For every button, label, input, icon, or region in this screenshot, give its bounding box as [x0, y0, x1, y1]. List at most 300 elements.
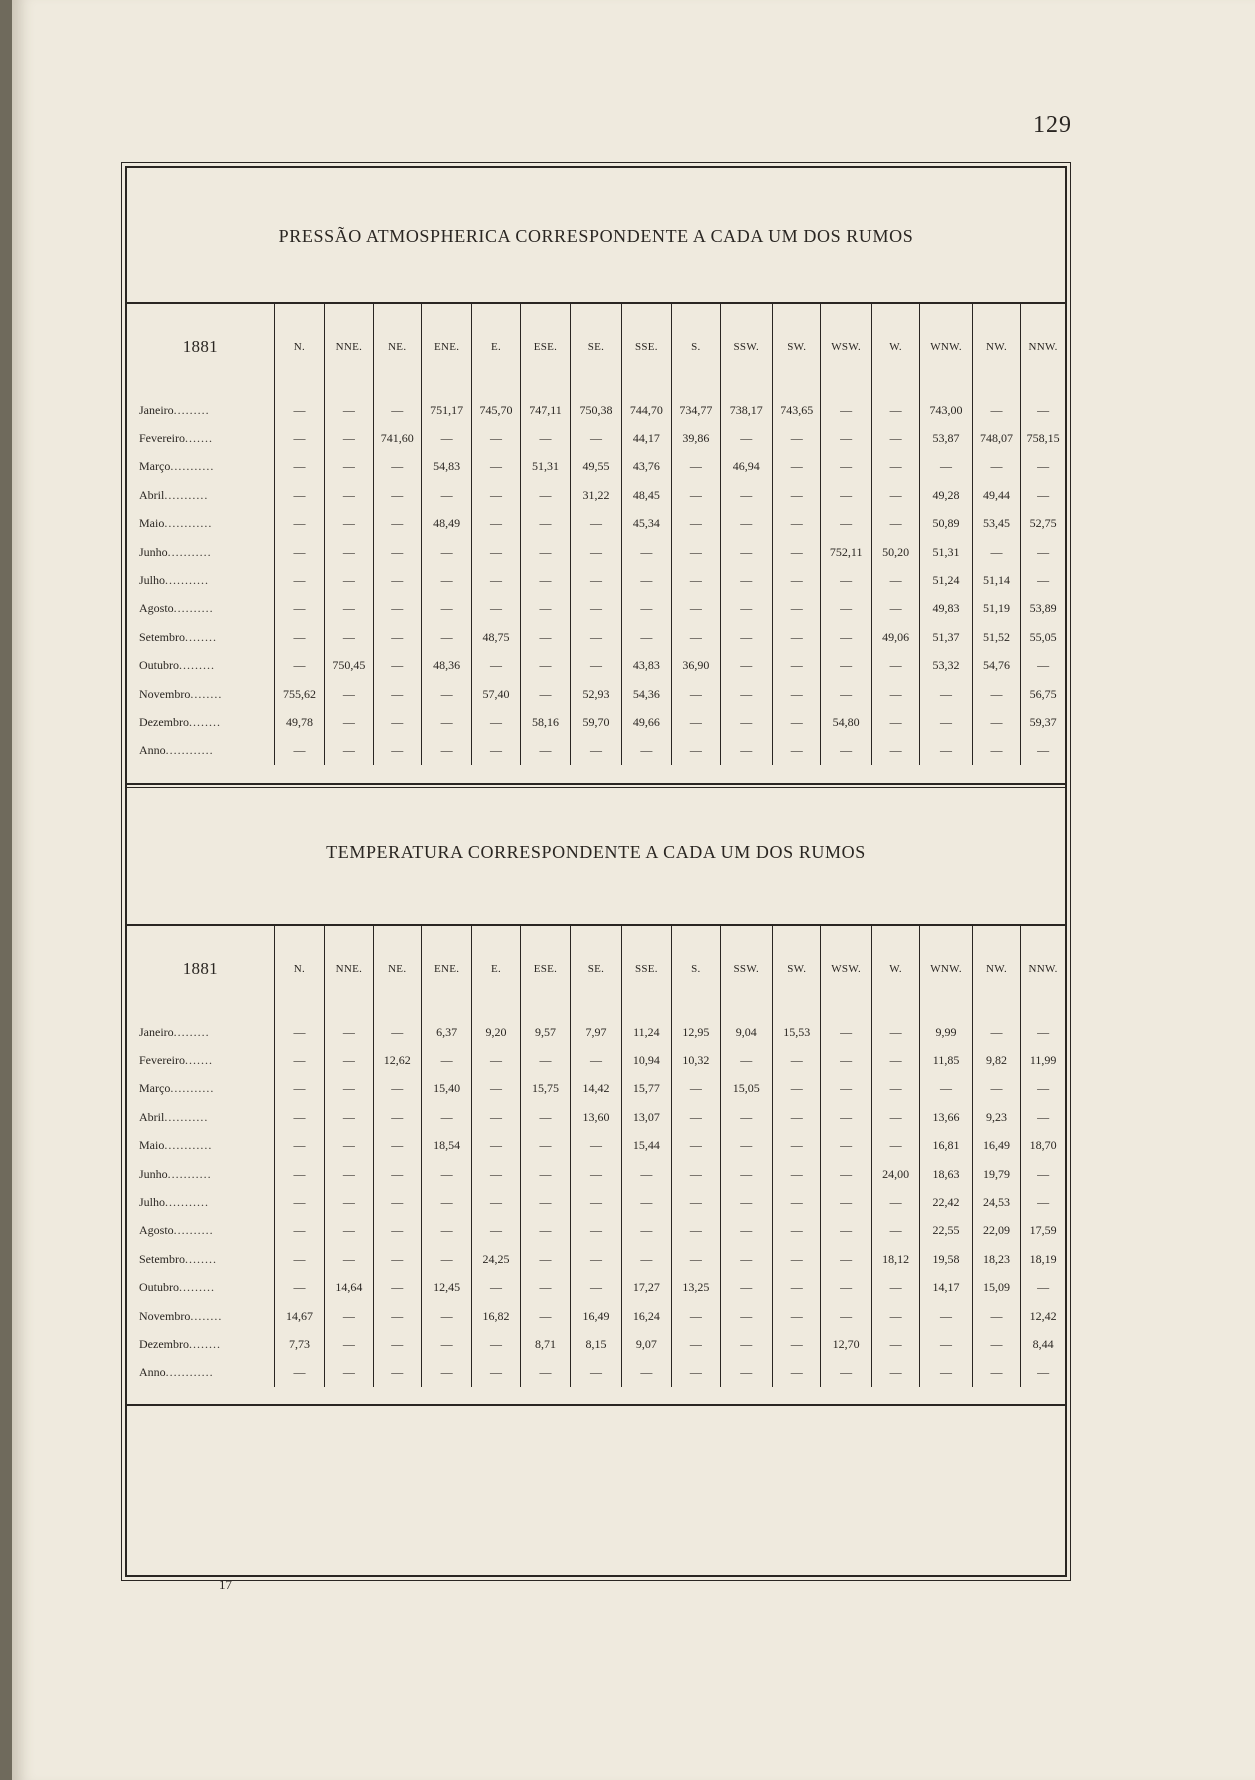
- value-cell: 59,37: [1021, 708, 1065, 736]
- month-label: Maio: [139, 1138, 165, 1153]
- direction-header: SSW.: [720, 926, 773, 1012]
- value-cell: 748,07: [972, 424, 1020, 452]
- value-cell: 11,85: [920, 1046, 973, 1074]
- value-cell: 22,55: [920, 1217, 973, 1245]
- month-cell: [127, 396, 274, 424]
- value-cell: —: [325, 1330, 373, 1358]
- value-cell: —: [274, 453, 324, 481]
- value-cell: 747,11: [520, 396, 570, 424]
- direction-header: SE.: [571, 304, 621, 390]
- value-cell: —: [621, 623, 671, 651]
- value-cell: —: [520, 566, 570, 594]
- value-cell: 14,64: [325, 1274, 373, 1302]
- value-cell: —: [871, 708, 919, 736]
- leader-dots: ...........: [167, 544, 212, 559]
- table-row: [127, 652, 1065, 680]
- value-cell: —: [373, 680, 421, 708]
- value-cell: —: [720, 566, 773, 594]
- month-label: Dezembro: [139, 1336, 189, 1351]
- temperature-table: [127, 926, 1065, 1387]
- value-cell: —: [373, 1302, 421, 1330]
- value-cell: —: [821, 1359, 871, 1387]
- value-cell: —: [773, 652, 821, 680]
- value-cell: —: [373, 737, 421, 765]
- direction-header: NW.: [972, 304, 1020, 390]
- month-cell: [127, 510, 274, 538]
- value-cell: —: [1021, 396, 1065, 424]
- value-cell: —: [421, 737, 471, 765]
- value-cell: —: [325, 1217, 373, 1245]
- value-cell: —: [773, 1160, 821, 1188]
- value-cell: —: [920, 737, 973, 765]
- direction-header: W.: [871, 926, 919, 1012]
- value-cell: —: [773, 1330, 821, 1358]
- value-cell: —: [472, 1217, 520, 1245]
- direction-header: WSW.: [821, 926, 871, 1012]
- value-cell: —: [472, 1330, 520, 1358]
- value-cell: 59,70: [571, 708, 621, 736]
- value-cell: 13,60: [571, 1103, 621, 1131]
- value-cell: —: [871, 1046, 919, 1074]
- value-cell: —: [720, 680, 773, 708]
- value-cell: —: [274, 1103, 324, 1131]
- value-cell: 57,40: [472, 680, 520, 708]
- month-label: Setembro: [139, 629, 185, 644]
- value-cell: —: [871, 566, 919, 594]
- value-cell: —: [672, 1075, 720, 1103]
- value-cell: —: [373, 396, 421, 424]
- table-row: [127, 1132, 1065, 1160]
- value-cell: 46,94: [720, 453, 773, 481]
- value-cell: —: [520, 538, 570, 566]
- value-cell: —: [972, 538, 1020, 566]
- value-cell: —: [672, 1245, 720, 1273]
- value-cell: 24,25: [472, 1245, 520, 1273]
- table-row: [127, 1245, 1065, 1273]
- value-cell: —: [274, 1046, 324, 1074]
- leader-dots: ............: [165, 1365, 214, 1380]
- value-cell: 12,70: [821, 1330, 871, 1358]
- value-cell: —: [472, 566, 520, 594]
- table-row: [127, 1160, 1065, 1188]
- value-cell: —: [421, 1160, 471, 1188]
- value-cell: 22,09: [972, 1217, 1020, 1245]
- table-row: [127, 510, 1065, 538]
- value-cell: —: [821, 623, 871, 651]
- table-row: [127, 708, 1065, 736]
- value-cell: —: [472, 424, 520, 452]
- value-cell: 49,28: [920, 481, 973, 509]
- value-cell: 11,99: [1021, 1046, 1065, 1074]
- value-cell: —: [325, 1103, 373, 1131]
- value-cell: —: [571, 1245, 621, 1273]
- value-cell: —: [421, 1046, 471, 1074]
- value-cell: 36,90: [672, 652, 720, 680]
- value-cell: —: [373, 1160, 421, 1188]
- month-cell: [127, 424, 274, 452]
- value-cell: 758,15: [1021, 424, 1065, 452]
- value-cell: 12,95: [672, 1018, 720, 1046]
- month-label: Novembro: [139, 1308, 191, 1323]
- month-cell: [127, 481, 274, 509]
- direction-header: SSW.: [720, 304, 773, 390]
- value-cell: —: [325, 1132, 373, 1160]
- value-cell: —: [274, 623, 324, 651]
- value-cell: —: [1021, 1075, 1065, 1103]
- value-cell: —: [520, 623, 570, 651]
- value-cell: 22,42: [920, 1188, 973, 1216]
- value-cell: —: [672, 623, 720, 651]
- direction-header: NE.: [373, 304, 421, 390]
- value-cell: —: [920, 1075, 973, 1103]
- value-cell: —: [821, 510, 871, 538]
- value-cell: 755,62: [274, 680, 324, 708]
- month-label: Janeiro: [139, 402, 174, 417]
- value-cell: —: [821, 396, 871, 424]
- value-cell: —: [821, 1018, 871, 1046]
- value-cell: 16,82: [472, 1302, 520, 1330]
- value-cell: —: [520, 1188, 570, 1216]
- value-cell: —: [571, 424, 621, 452]
- value-cell: 14,42: [571, 1075, 621, 1103]
- value-cell: —: [421, 566, 471, 594]
- value-cell: —: [472, 510, 520, 538]
- value-cell: —: [274, 1245, 324, 1273]
- value-cell: —: [821, 595, 871, 623]
- leader-dots: .......: [184, 431, 213, 446]
- table-row: [127, 595, 1065, 623]
- value-cell: —: [373, 652, 421, 680]
- value-cell: —: [274, 1018, 324, 1046]
- month-label: Março: [139, 1081, 171, 1096]
- value-cell: —: [472, 652, 520, 680]
- value-cell: —: [325, 1245, 373, 1273]
- value-cell: —: [520, 1046, 570, 1074]
- value-cell: —: [571, 1188, 621, 1216]
- value-cell: —: [621, 1359, 671, 1387]
- value-cell: —: [720, 1103, 773, 1131]
- value-cell: —: [621, 1188, 671, 1216]
- value-cell: —: [520, 1302, 570, 1330]
- month-cell: [127, 1302, 274, 1330]
- value-cell: —: [720, 1132, 773, 1160]
- year-header: 1881: [182, 959, 218, 978]
- value-cell: —: [472, 595, 520, 623]
- book-page: [12, 0, 1255, 1780]
- value-cell: —: [325, 396, 373, 424]
- table-row: [127, 566, 1065, 594]
- value-cell: —: [720, 737, 773, 765]
- value-cell: 12,62: [373, 1046, 421, 1074]
- month-label: Junho: [139, 544, 168, 559]
- value-cell: 7,97: [571, 1018, 621, 1046]
- value-cell: 9,04: [720, 1018, 773, 1046]
- value-cell: —: [571, 566, 621, 594]
- value-cell: 52,93: [571, 680, 621, 708]
- value-cell: —: [871, 453, 919, 481]
- value-cell: —: [1021, 453, 1065, 481]
- value-cell: —: [421, 424, 471, 452]
- month-cell: [127, 737, 274, 765]
- direction-header: ESE.: [520, 926, 570, 1012]
- value-cell: —: [621, 737, 671, 765]
- leader-dots: ...........: [164, 487, 209, 502]
- pressure-table-title: PRESSÃO ATMOSPHERICA CORRESPONDENTE A CADA UM DOS RUMOS: [278, 226, 914, 246]
- value-cell: —: [421, 623, 471, 651]
- value-cell: 9,99: [920, 1018, 973, 1046]
- value-cell: —: [520, 1359, 570, 1387]
- tables-frame: [125, 166, 1067, 1577]
- value-cell: —: [720, 623, 773, 651]
- value-cell: —: [821, 1046, 871, 1074]
- value-cell: —: [720, 1188, 773, 1216]
- value-cell: —: [373, 1018, 421, 1046]
- value-cell: —: [421, 1359, 471, 1387]
- value-cell: 745,70: [472, 396, 520, 424]
- value-cell: —: [421, 1245, 471, 1273]
- pressure-bottom-rule: [127, 783, 1065, 785]
- month-label: Anno: [139, 743, 166, 758]
- value-cell: —: [373, 708, 421, 736]
- value-cell: —: [720, 1046, 773, 1074]
- leader-dots: ............: [165, 743, 214, 758]
- value-cell: —: [274, 1075, 324, 1103]
- value-cell: 31,22: [571, 481, 621, 509]
- leader-dots: ............: [164, 516, 213, 531]
- month-label: Julho: [139, 573, 166, 588]
- value-cell: —: [672, 737, 720, 765]
- leader-dots: ...........: [164, 1109, 209, 1124]
- value-cell: —: [373, 566, 421, 594]
- month-cell: [127, 1075, 274, 1103]
- value-cell: —: [672, 595, 720, 623]
- value-cell: —: [520, 1103, 570, 1131]
- value-cell: 750,38: [571, 396, 621, 424]
- temperature-bottom-rule: [127, 1404, 1065, 1406]
- month-label: Agosto: [139, 1223, 174, 1238]
- value-cell: —: [571, 1160, 621, 1188]
- month-cell: [127, 538, 274, 566]
- month-label: Março: [139, 459, 171, 474]
- value-cell: —: [274, 396, 324, 424]
- leader-dots: .......: [184, 1053, 213, 1068]
- month-cell: [127, 1274, 274, 1302]
- value-cell: 53,45: [972, 510, 1020, 538]
- value-cell: —: [274, 1132, 324, 1160]
- value-cell: —: [972, 680, 1020, 708]
- value-cell: —: [520, 1245, 570, 1273]
- value-cell: —: [421, 1188, 471, 1216]
- value-cell: —: [571, 1274, 621, 1302]
- value-cell: —: [773, 1217, 821, 1245]
- value-cell: —: [571, 538, 621, 566]
- value-cell: —: [821, 1132, 871, 1160]
- value-cell: 18,70: [1021, 1132, 1065, 1160]
- month-label: Outubro: [139, 1280, 179, 1295]
- value-cell: —: [274, 595, 324, 623]
- value-cell: —: [972, 1018, 1020, 1046]
- value-cell: —: [274, 1274, 324, 1302]
- value-cell: —: [1021, 1359, 1065, 1387]
- direction-header: W.: [871, 304, 919, 390]
- value-cell: —: [472, 1046, 520, 1074]
- month-cell: [127, 623, 274, 651]
- value-cell: —: [720, 595, 773, 623]
- value-cell: —: [773, 1075, 821, 1103]
- value-cell: —: [920, 1302, 973, 1330]
- table-row: [127, 1359, 1065, 1387]
- value-cell: —: [621, 1217, 671, 1245]
- value-cell: 48,36: [421, 652, 471, 680]
- value-cell: —: [920, 708, 973, 736]
- value-cell: —: [325, 680, 373, 708]
- value-cell: 12,42: [1021, 1302, 1065, 1330]
- value-cell: 15,75: [520, 1075, 570, 1103]
- value-cell: —: [821, 1274, 871, 1302]
- value-cell: —: [520, 652, 570, 680]
- value-cell: —: [373, 453, 421, 481]
- month-cell: [127, 1245, 274, 1273]
- value-cell: —: [325, 1046, 373, 1074]
- value-cell: —: [571, 510, 621, 538]
- value-cell: —: [720, 1217, 773, 1245]
- month-label: Junho: [139, 1166, 168, 1181]
- value-cell: 9,20: [472, 1018, 520, 1046]
- value-cell: —: [871, 1274, 919, 1302]
- value-cell: 54,80: [821, 708, 871, 736]
- month-label: Fevereiro: [139, 431, 185, 446]
- value-cell: 18,54: [421, 1132, 471, 1160]
- value-cell: —: [373, 595, 421, 623]
- value-cell: —: [773, 623, 821, 651]
- value-cell: 44,17: [621, 424, 671, 452]
- direction-header: NNW.: [1021, 304, 1065, 390]
- value-cell: 51,31: [520, 453, 570, 481]
- value-cell: 18,63: [920, 1160, 973, 1188]
- value-cell: —: [920, 1359, 973, 1387]
- table-row: [127, 481, 1065, 509]
- table-row: [127, 538, 1065, 566]
- value-cell: —: [325, 708, 373, 736]
- value-cell: —: [472, 1274, 520, 1302]
- value-cell: —: [920, 453, 973, 481]
- value-cell: 39,86: [672, 424, 720, 452]
- value-cell: —: [472, 1188, 520, 1216]
- value-cell: —: [672, 1330, 720, 1358]
- leader-dots: .........: [179, 658, 215, 673]
- value-cell: 741,60: [373, 424, 421, 452]
- value-cell: 16,49: [972, 1132, 1020, 1160]
- table-row: [127, 623, 1065, 651]
- value-cell: 55,05: [1021, 623, 1065, 651]
- value-cell: —: [1021, 566, 1065, 594]
- value-cell: —: [773, 566, 821, 594]
- value-cell: —: [373, 1103, 421, 1131]
- value-cell: 18,12: [871, 1245, 919, 1273]
- value-cell: —: [1021, 1018, 1065, 1046]
- value-cell: 15,09: [972, 1274, 1020, 1302]
- value-cell: 19,79: [972, 1160, 1020, 1188]
- direction-header: E.: [472, 926, 520, 1012]
- table-row: [127, 737, 1065, 765]
- value-cell: —: [821, 566, 871, 594]
- value-cell: —: [325, 424, 373, 452]
- value-cell: —: [325, 453, 373, 481]
- value-cell: —: [1021, 1160, 1065, 1188]
- value-cell: —: [325, 1160, 373, 1188]
- value-cell: 48,45: [621, 481, 671, 509]
- value-cell: —: [274, 1188, 324, 1216]
- value-cell: —: [421, 1330, 471, 1358]
- value-cell: 53,87: [920, 424, 973, 452]
- value-cell: —: [672, 538, 720, 566]
- value-cell: —: [821, 652, 871, 680]
- value-cell: 11,24: [621, 1018, 671, 1046]
- value-cell: 15,77: [621, 1075, 671, 1103]
- value-cell: —: [472, 481, 520, 509]
- value-cell: —: [773, 1188, 821, 1216]
- value-cell: —: [720, 538, 773, 566]
- month-cell: [127, 1359, 274, 1387]
- value-cell: —: [325, 538, 373, 566]
- value-cell: —: [773, 1302, 821, 1330]
- table-row: [127, 424, 1065, 452]
- value-cell: 750,45: [325, 652, 373, 680]
- value-cell: —: [871, 1217, 919, 1245]
- value-cell: 8,44: [1021, 1330, 1065, 1358]
- value-cell: 10,32: [672, 1046, 720, 1074]
- value-cell: —: [773, 424, 821, 452]
- value-cell: —: [373, 538, 421, 566]
- value-cell: 16,24: [621, 1302, 671, 1330]
- value-cell: —: [821, 1217, 871, 1245]
- year-header: 1881: [182, 337, 218, 356]
- value-cell: —: [325, 1188, 373, 1216]
- value-cell: —: [720, 481, 773, 509]
- value-cell: 14,17: [920, 1274, 973, 1302]
- value-cell: —: [325, 1302, 373, 1330]
- leader-dots: ........: [185, 629, 217, 644]
- value-cell: —: [773, 510, 821, 538]
- month-cell: [127, 652, 274, 680]
- value-cell: —: [274, 510, 324, 538]
- table-row: [127, 453, 1065, 481]
- value-cell: —: [472, 1160, 520, 1188]
- value-cell: —: [373, 1330, 421, 1358]
- value-cell: 738,17: [720, 396, 773, 424]
- direction-header: SSE.: [621, 926, 671, 1012]
- value-cell: —: [871, 510, 919, 538]
- table-row: [127, 1075, 1065, 1103]
- value-cell: —: [672, 453, 720, 481]
- month-cell: [127, 453, 274, 481]
- table-row: [127, 680, 1065, 708]
- value-cell: —: [773, 481, 821, 509]
- value-cell: 52,75: [1021, 510, 1065, 538]
- value-cell: —: [472, 538, 520, 566]
- value-cell: —: [274, 737, 324, 765]
- value-cell: 15,44: [621, 1132, 671, 1160]
- value-cell: —: [1021, 481, 1065, 509]
- value-cell: —: [871, 680, 919, 708]
- direction-header: NNE.: [325, 304, 373, 390]
- value-cell: 10,94: [621, 1046, 671, 1074]
- value-cell: —: [274, 1359, 324, 1387]
- value-cell: —: [720, 1302, 773, 1330]
- value-cell: —: [821, 1103, 871, 1131]
- value-cell: —: [472, 453, 520, 481]
- leader-dots: ...........: [165, 1195, 210, 1210]
